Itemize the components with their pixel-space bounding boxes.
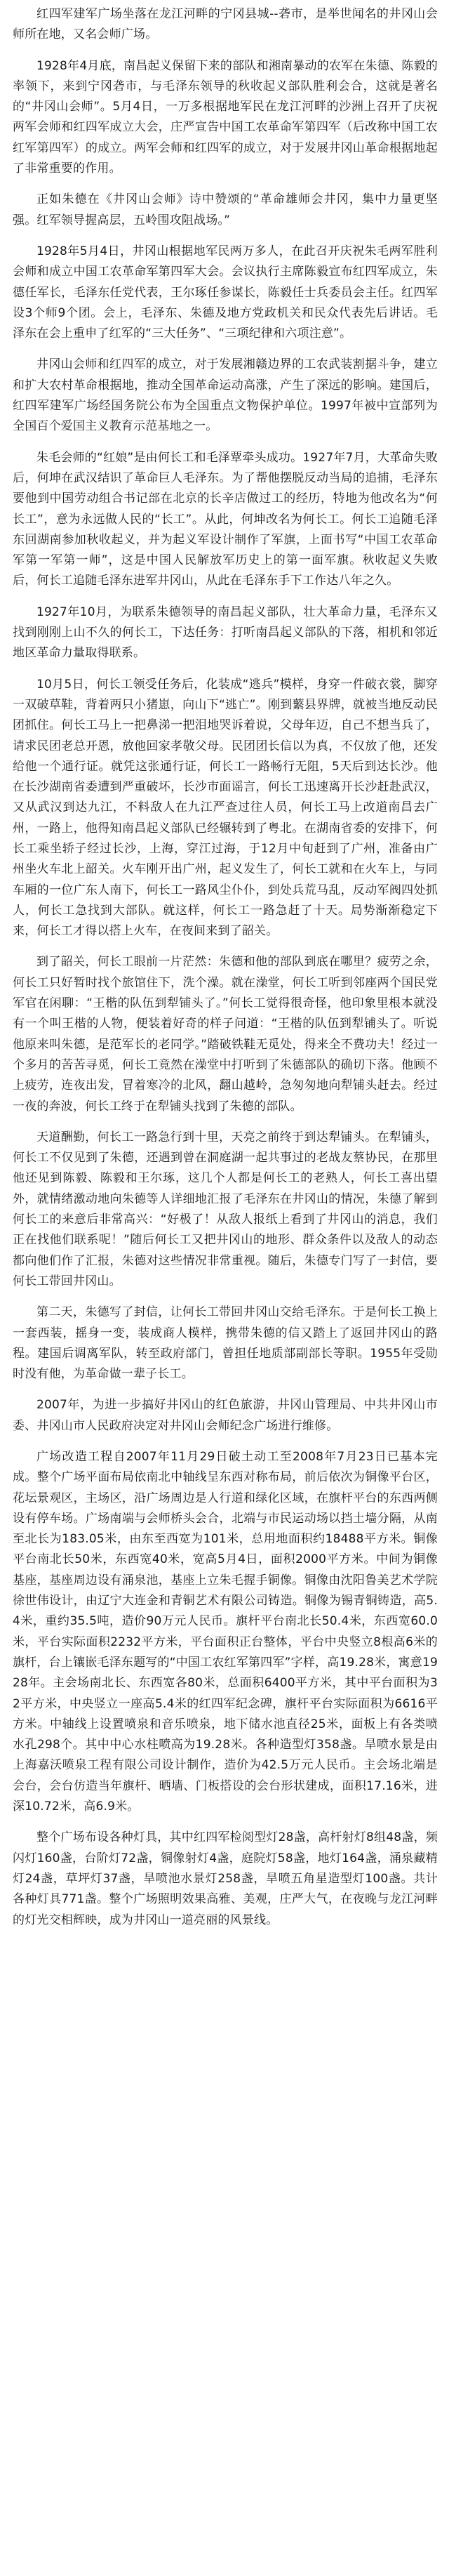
paragraph-1928-meeting: 1928年4月底，南昌起义保留下来的部队和湘南暴动的农军在朱德、陈毅的率领下，来到宁冈砻市，与毛泽东领导的秋收起义部队胜利会合，这就是著名的“井冈山会师”。5月4日，一万多根据地军民在龙江河畔的沙洲上召开了庆祝两军会师和红四军成立大会，庄严宣告中国工农革命军第四军（后改称中国工农红军第四军）的成立。两军会师和红四军的成立，对于发展井冈山革命根据地起了非常重要的作用。 [13,58,438,176]
paragraph-significance: 井冈山会师和红四军的成立，对于发展湘赣边界的工农武装割据斗争，建立和扩大农村革命根据地，推动全国革命运动高涨，产生了深远的影响。建国后，红四军建军广场经国务院公布为全国重点文物保护单位。1997年被中宣部列为全国百个爱国主义教育示范基地之一。 [13,357,438,434]
paragraph-lighting: 整个广场布设各种灯具，其中红四军检阅型灯28盏，高杆射灯8组48盏，频闪灯160盏，台阶灯72盏，铜像射灯4盏，庭院灯58盏，地灯164盏，涌泉藏精灯24盏，草坪灯37盏，旱喷池水景灯258盏，旱喷五角星造型灯100盏。共计各种灯具771盏。整个广场照明效果高雅、美观，庄严大气，在夜晚与龙江河畔的灯光交相辉映，成为井冈山一道亮丽的风景线。 [13,1830,438,1927]
paragraph-mission: 1927年10月，为联系朱德领导的南昌起义部队，壮大革命力量，毛泽东又找到刚刚上山不久的何长工，下达任务：打听南昌起义部队的下落，相机和邻近地区革命力量取得联系。 [13,605,438,661]
paragraph-journey: 10月5日，何长工领受任务后，化装成“逃兵”模样，身穿一件破衣裳，脚穿一双破草鞋，背着两只小猪崽，向山下“逃亡”。刚到蘩县界牌，就被当地反动民团抓住。何长工马上一把鼻涕一把泪地哭诉着说，父母年迈，自己不想当兵了，请求民团老总开恩，放他回家孝敬父母。民团团长信以为真，不仅放了他，还发给他一个通行证。就凭这张通行证，何长工一路畅行无阻，5天后到达长沙。他在长沙湖南省委遭到严重破坏，长沙市面谣言，何长工迅速离开长沙赶赴武汉，又从武汉到达九江，不料敌人在九江严查过往人员，何长工马上改道南昌去广州，一路上，他得知南昌起义部队已经辗转到了粤北。在湖南省委的安排下，何长工乘坐轿子经过长沙，上海，穿江过海，于12月中旬赶到了广州，准备由广州坐火车北上韶关。火车刚开出广州，起义发生了，何长工就和在火车上，与同车厢的一位广东人南下，何长工一路风尘仆仆，到处兵荒马乱，反动军阀四处抓人，何长工急找到大部队。就这样，何长工一路急赶了十天。局势渐渐稳定下来，何长工才得以搭上火车，在夜间来到了韶关。 [13,677,438,939]
paragraph-renovation: 2007年，为进一步搞好井冈山的红色旅游，井冈山管理局、中共井冈山市委、井冈山市人民政府决定对井冈山会师纪念广场进行维修。 [13,1398,438,1433]
paragraph-intro: 红四军建军广场坐落在龙江河畔的宁冈县城--砻市，是举世闻名的井冈山会师所在地，又名会师广场。 [13,7,438,42]
paragraph-founding-congress: 1928年5月4日，井冈山根据地军民两万多人，在此召开庆祝朱毛两军胜利会师和成立中国工农革命军第四军大会。会议执行主席陈毅宣布红四军成立，朱德任军长，毛泽东任党代表，王尔琢任参谋长，陈毅任士兵委员会主任。红四军设3个师9个团。会上，毛泽东、朱德及地方党政机关和民众代表先后讲话。毛泽东在会上重申了红军的“三大任务”、“三项纪律和六项注意”。 [13,244,438,341]
paragraph-matchmaker: 朱毛会师的“红娘”是由何长工和毛泽覃牵头成功。1927年7月，大革命失败后，何坤在武汉结识了革命巨人毛泽东。为了帮他摆脱反动当局的追捕，毛泽东要他到中国劳动组合书记部在北京的长辛店做过工的经历，特地为他改名为“何长工”，意为永远做人民的“长工”。从此，何坤改名为何长工。何长工追随毛泽东回湖南参加秋收起义，并为起义军设计制作了军旗，上面书写“中国工农革命军第一军第一师”，这是中国人民解放军历史上的第一面军旗。秋收起义失败后，何长工追随毛泽东进军井冈山，从此在毛泽东手下工作达八年之久。 [13,450,438,588]
paragraph-return: 第二天，朱德写了封信，让何长工带回井冈山交给毛泽东。于是何长工换上一套西装，摇身一变，装成商人模样，携带朱德的信又踏上了返回井冈山的路程。建国后调离军队，转至政府部门，曾担任地质部副部长等职。1955年受勋时没有他，为革命做一辈子长工。 [13,1305,438,1382]
paragraph-shaoguan: 到了韶关，何长工眼前一片茫然：朱德和他的部队到底在哪里？疲劳之余，何长工只好暂时找个旅馆住下，洗个澡。就在澡堂，何长工听到邻座两个国民党军官在闲聊：“王楷的队伍到犁铺头了。”何长工觉得很奇怪，他印象里根本就没有一个叫王楷的人物，便装着好奇的样子问道：“王楷的队伍到犁铺头了。听说他原来叫朱德，是范军长的老同学。”踏破铁鞋无觅处，得来全不费功夫！经过一个多月的苦苦寻觅，何长工竟然在澡堂中打听到了朱德部队的确切下落。他顾不上疲劳，连夜出发，冒着寒冷的北风，翻山越岭，急匆匆地向犁铺头赶去。经过一夜的奔波，何长工终于在犁铺头找到了朱德的部队。 [13,955,438,1114]
paragraph-square-layout: 广场改造工程自2007年11月29日破土动工至2008年7月23日已基本完成。整个广场平面布局依南北中轴线呈东西对称布局，前后依次为铜像平台区，花坛景观区，主场区，沿广场周边是人行道和绿化区域，在旗杆平台的东西两侧设有停车场。广场南端与会师桥头会合，北端与市民运动场以挡土墙分隔，从南至北长为183.05米，由东至西宽为101米，总用地面积约18488平方米。铜像平台南北长50米，东西宽40米，宽高5月4日，面积2000平方米。中间为铜像基座，基座周边设有涌泉池，基座上立朱毛握手铜像。铜像由沈阳鲁美艺术学院徐世伟设计，由辽宁大连金和青铜艺术有限公司铸造。铜像为锡青铜铸造，高5.4米，重约35.5吨，造价90万元人民币。旗杆平台南北长50.4米，东西宽60.0米，平台实际面积2232平方米，平台面积正台整体，平台中央竖立8根高6米的旗杆，台上镶嵌毛泽东题写的“中国工农红军第四军”字样，高19.28米，寓意1928年。主会场南北长、东西宽各80米，总面积6400平方米，其中平台面积为32平方米，中央竖立一座高5.4米的红四军纪念碑，旗杆平台实际面积为6616平方米。中轴线上设置喷泉和音乐喷泉，地下储水池直径25米，面板上有各类喷水孔298个。其中中心水柱喷高为19.28米。各种造型灯358盏。旱喷水景是由上海嘉沃喷泉工程有限公司设计制作，造价为42.5万元人民币。主会场北端是会台，会台仿造当年旗杆、晒墙、门板搭设的会台形状建成，面积17.16米，进深10.72米，高6.9米。 [13,1450,438,1814]
paragraph-poem: 正如朱德在《井冈山会师》诗中赞颂的“革命雄师会井冈，集中力量更坚强。红军领导握高层，五岭围攻阻战场。” [13,192,438,227]
paragraph-lipu: 天道酬勤，何长工一路急行到十里，天亮之前终于到达犁铺头。在犁铺头，何长工不仅见到了朱德，还遇到曾在洞庭湖一起共事过的老战友蔡协民，在那里他还见到陈毅、陈毅和王尔琢，这几个人都是何长工的老熟人，何长工喜出望外，就情绪激动地向朱德等人详细地汇报了毛泽东在井冈山的情况，朱德了解到何长工的来意后非常高兴：“好极了！从敌人报纸上看到了井冈山的消息，我们正在找他们联系呢！”随后何长工又把井冈山的地形、群众条件以及敌人的动态都向他们作了汇报，朱德对这些情况非常重视。随后，朱德专门写了一封信，要何长工带回井冈山。 [13,1130,438,1288]
